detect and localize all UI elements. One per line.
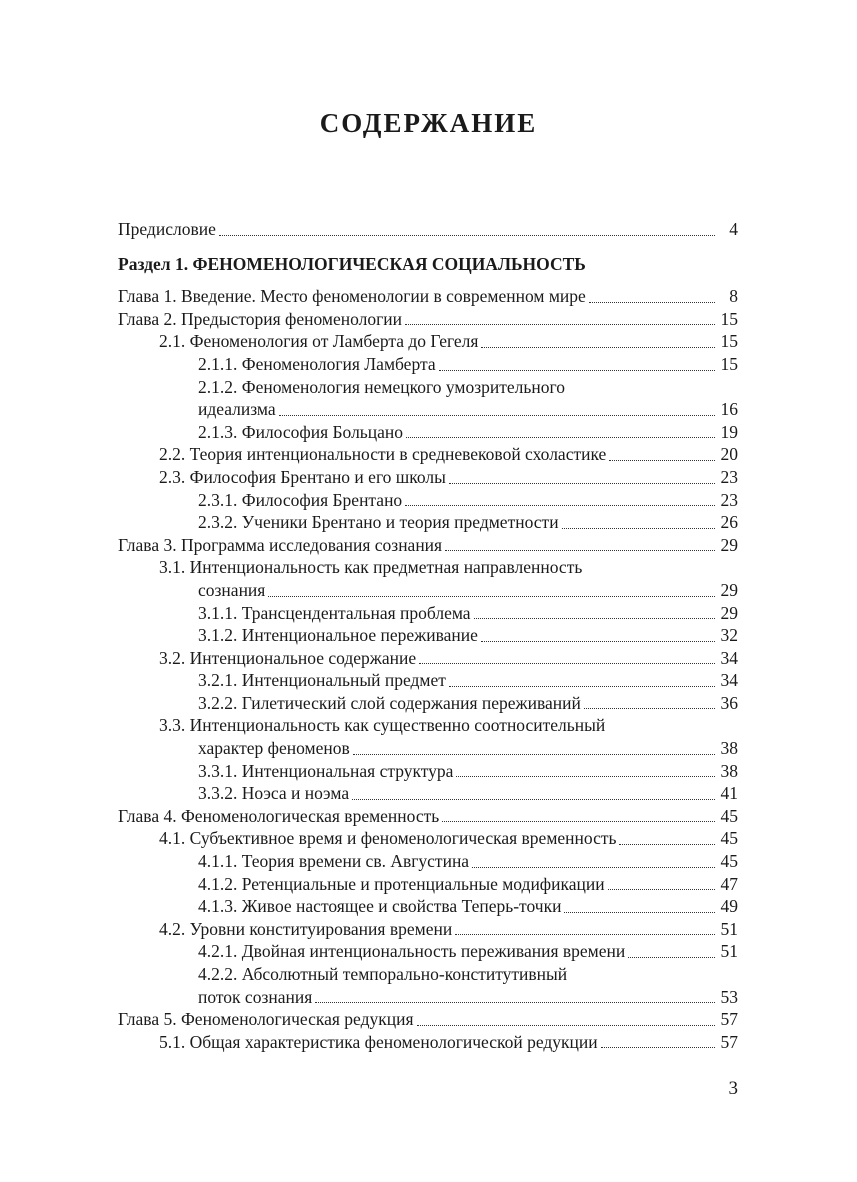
dot-leader bbox=[449, 686, 715, 687]
table-of-contents bbox=[118, 218, 738, 1053]
toc-entry bbox=[118, 986, 738, 1009]
toc-entry-text: Глава 4. Феноменологическая временность bbox=[118, 805, 440, 826]
toc-entry-page: 45 bbox=[720, 851, 738, 872]
toc-entry bbox=[118, 443, 738, 466]
toc-entry-text: Глава 3. Программа исследования сознания bbox=[118, 534, 443, 555]
toc-entry-text: 2.3. Философия Брентано и его школы bbox=[159, 466, 446, 487]
toc-entry bbox=[118, 1008, 738, 1031]
toc-entry-text: 5.1. Общая характеристика феноменологической редукции bbox=[159, 1031, 598, 1052]
toc-entry-page: 34 bbox=[720, 647, 738, 668]
toc-entry-page: 26 bbox=[720, 512, 738, 533]
toc-entry-page: 49 bbox=[720, 896, 738, 917]
toc-entry-page: 19 bbox=[720, 421, 738, 442]
toc-entry-text: 4.1. Субъективное время и феноменологическая временность bbox=[159, 828, 617, 849]
dot-leader bbox=[406, 437, 715, 438]
toc-entry-page: 15 bbox=[720, 353, 738, 374]
toc-entry-page: 32 bbox=[720, 625, 738, 646]
toc-entry-text: Раздел 1. ФЕНОМЕНОЛОГИЧЕСКАЯ СОЦИАЛЬНОСТЬ bbox=[118, 253, 586, 274]
toc-entry bbox=[118, 918, 738, 941]
toc-entry-text: 4.2. Уровни конституирования времени bbox=[159, 918, 453, 939]
toc-entry-text: 3.2.2. Гилетический слой содержания переживаний bbox=[198, 692, 581, 713]
dot-leader bbox=[608, 889, 715, 890]
toc-entry-page: 29 bbox=[720, 602, 738, 623]
dot-leader bbox=[609, 460, 715, 461]
toc-entry-page: 51 bbox=[720, 941, 738, 962]
dot-leader bbox=[352, 799, 715, 800]
toc-entry-page: 38 bbox=[720, 738, 738, 759]
dot-leader bbox=[219, 235, 715, 236]
toc-entry-text: 3.3.1. Интенциональная структура bbox=[198, 760, 454, 781]
toc-entry bbox=[118, 218, 738, 241]
dot-leader bbox=[405, 324, 715, 325]
toc-entry-text: 3.1. Интенциональность как предметная направленность bbox=[159, 557, 583, 578]
toc-entry-page: 4 bbox=[729, 219, 738, 239]
dot-leader bbox=[472, 867, 715, 868]
dot-leader bbox=[474, 618, 715, 619]
toc-entry-text: 2.1. Феноменология от Ламберта до Гегеля bbox=[159, 331, 479, 352]
toc-entry bbox=[118, 669, 738, 692]
toc-entry-text: 2.1.3. Философия Больцано bbox=[198, 421, 404, 442]
toc-entry-text: 2.1.1. Феноменология Ламберта bbox=[198, 353, 436, 374]
toc-entry bbox=[118, 330, 738, 353]
toc-entry bbox=[118, 760, 738, 783]
toc-entry-page: 38 bbox=[720, 760, 738, 781]
toc-entry bbox=[118, 737, 738, 760]
toc-entry-text: 4.1.1. Теория времени св. Августина bbox=[198, 851, 470, 872]
dot-leader bbox=[445, 550, 715, 551]
toc-entry-page: 51 bbox=[720, 918, 738, 939]
toc-entry-text: 4.1.3. Живое настоящее и свойства Теперь-точки bbox=[198, 896, 562, 917]
toc-entry-text: Глава 2. Предыстория феноменологии bbox=[118, 308, 403, 329]
toc-entry-text: 3.2. Интенциональное содержание bbox=[159, 647, 417, 668]
dot-leader bbox=[315, 1002, 715, 1003]
toc-entry bbox=[118, 489, 738, 512]
dot-leader bbox=[417, 1025, 715, 1026]
toc-entry bbox=[118, 308, 738, 331]
dot-leader bbox=[268, 596, 715, 597]
dot-leader bbox=[353, 754, 715, 755]
toc-entry-page: 53 bbox=[720, 986, 738, 1007]
dot-leader bbox=[601, 1047, 715, 1048]
toc-entry bbox=[118, 692, 738, 715]
toc-entry-text: 2.3.1. Философия Брентано bbox=[198, 489, 403, 510]
toc-entry-page: 23 bbox=[720, 489, 738, 510]
toc-entry-text: 3.2.1. Интенциональный предмет bbox=[198, 670, 446, 691]
toc-entry bbox=[118, 805, 738, 828]
dot-leader bbox=[419, 663, 715, 664]
toc-entry bbox=[118, 940, 738, 963]
toc-entry-page: 57 bbox=[720, 1009, 738, 1030]
toc-entry bbox=[118, 873, 738, 896]
toc-entry bbox=[118, 285, 738, 308]
dot-leader bbox=[481, 641, 715, 642]
toc-entry-page: 45 bbox=[720, 828, 738, 849]
toc-entry-page: 57 bbox=[720, 1031, 738, 1052]
dot-leader bbox=[439, 370, 715, 371]
toc-entry bbox=[118, 624, 738, 647]
dot-leader bbox=[619, 844, 715, 845]
toc-entry-text: 2.1.2. Феноменология немецкого умозрительного bbox=[198, 376, 565, 397]
toc-entry-text: характер феноменов bbox=[198, 738, 350, 759]
toc-entry-text: поток сознания bbox=[198, 986, 313, 1007]
toc-entry bbox=[118, 827, 738, 850]
toc-entry-text: 4.2.1. Двойная интенциональность переживания времени bbox=[198, 941, 626, 962]
toc-entry-text: Глава 5. Феноменологическая редукция bbox=[118, 1009, 414, 1030]
dot-leader bbox=[564, 912, 715, 913]
toc-entry-page: 20 bbox=[720, 444, 738, 465]
toc-entry-page: 16 bbox=[720, 399, 738, 420]
dot-leader bbox=[584, 708, 715, 709]
toc-entry-text: 3.3. Интенциональность как существенно соотносительный bbox=[159, 715, 606, 736]
toc-entry bbox=[118, 398, 738, 421]
dot-leader bbox=[589, 302, 715, 303]
toc-entry bbox=[118, 602, 738, 625]
toc-entry-page: 41 bbox=[720, 783, 738, 804]
dot-leader bbox=[456, 776, 715, 777]
toc-entry-page: 36 bbox=[720, 692, 738, 713]
toc-entry bbox=[118, 647, 738, 670]
toc-entry-text: 2.3.2. Ученики Брентано и теория предметности bbox=[198, 512, 559, 533]
toc-entry bbox=[118, 466, 738, 489]
toc-entry bbox=[118, 895, 738, 918]
toc-entry bbox=[118, 534, 738, 557]
dot-leader bbox=[562, 528, 715, 529]
page-number: 3 bbox=[728, 1078, 738, 1099]
toc-entry-page: 15 bbox=[720, 308, 738, 329]
toc-entry-page: 45 bbox=[720, 805, 738, 826]
dot-leader bbox=[449, 483, 715, 484]
dot-leader bbox=[279, 415, 715, 416]
toc-entry-page: 15 bbox=[720, 331, 738, 352]
toc-entry-text: сознания bbox=[198, 579, 266, 600]
toc-entry-page: 34 bbox=[720, 670, 738, 691]
toc-entry-text: Предисловие bbox=[118, 219, 216, 239]
toc-entry-text: Глава 1. Введение. Место феноменологии в современном мире bbox=[118, 286, 586, 307]
toc-entry-text: 3.1.2. Интенциональное переживание bbox=[198, 625, 478, 646]
toc-entry-page: 29 bbox=[720, 579, 738, 600]
toc-entry-page: 23 bbox=[720, 466, 738, 487]
dot-leader bbox=[628, 957, 715, 958]
toc-entry bbox=[118, 850, 738, 873]
toc-entry-text: 3.1.1. Трансцендентальная проблема bbox=[198, 602, 471, 623]
toc-entry bbox=[118, 511, 738, 534]
toc-entry bbox=[118, 782, 738, 805]
toc-section-heading bbox=[118, 253, 738, 276]
toc-entry-page: 8 bbox=[729, 286, 738, 307]
toc-entry bbox=[118, 353, 738, 376]
toc-entry-page: 29 bbox=[720, 534, 738, 555]
toc-entry bbox=[118, 556, 738, 579]
toc-entry bbox=[118, 1031, 738, 1054]
toc-entry-text: 2.2. Теория интенциональности в средневековой схоластике bbox=[159, 444, 607, 465]
toc-entry bbox=[118, 376, 738, 399]
toc-entry-text: 3.3.2. Ноэса и ноэма bbox=[198, 783, 350, 804]
toc-entry bbox=[118, 579, 738, 602]
toc-entry bbox=[118, 963, 738, 986]
toc-entry-page: 47 bbox=[720, 873, 738, 894]
toc-entry bbox=[118, 421, 738, 444]
dot-leader bbox=[442, 821, 715, 822]
dot-leader bbox=[405, 505, 715, 506]
toc-entry-text: 4.1.2. Ретенциальные и протенциальные модификации bbox=[198, 873, 605, 894]
toc-entry bbox=[118, 714, 738, 737]
dot-leader bbox=[455, 934, 715, 935]
toc-entry-text: идеализма bbox=[198, 399, 276, 420]
dot-leader bbox=[481, 347, 715, 348]
page-title: СОДЕРЖАНИЕ bbox=[319, 108, 538, 138]
toc-entry-text: 4.2.2. Абсолютный темпорально-конститутивный bbox=[198, 964, 568, 984]
